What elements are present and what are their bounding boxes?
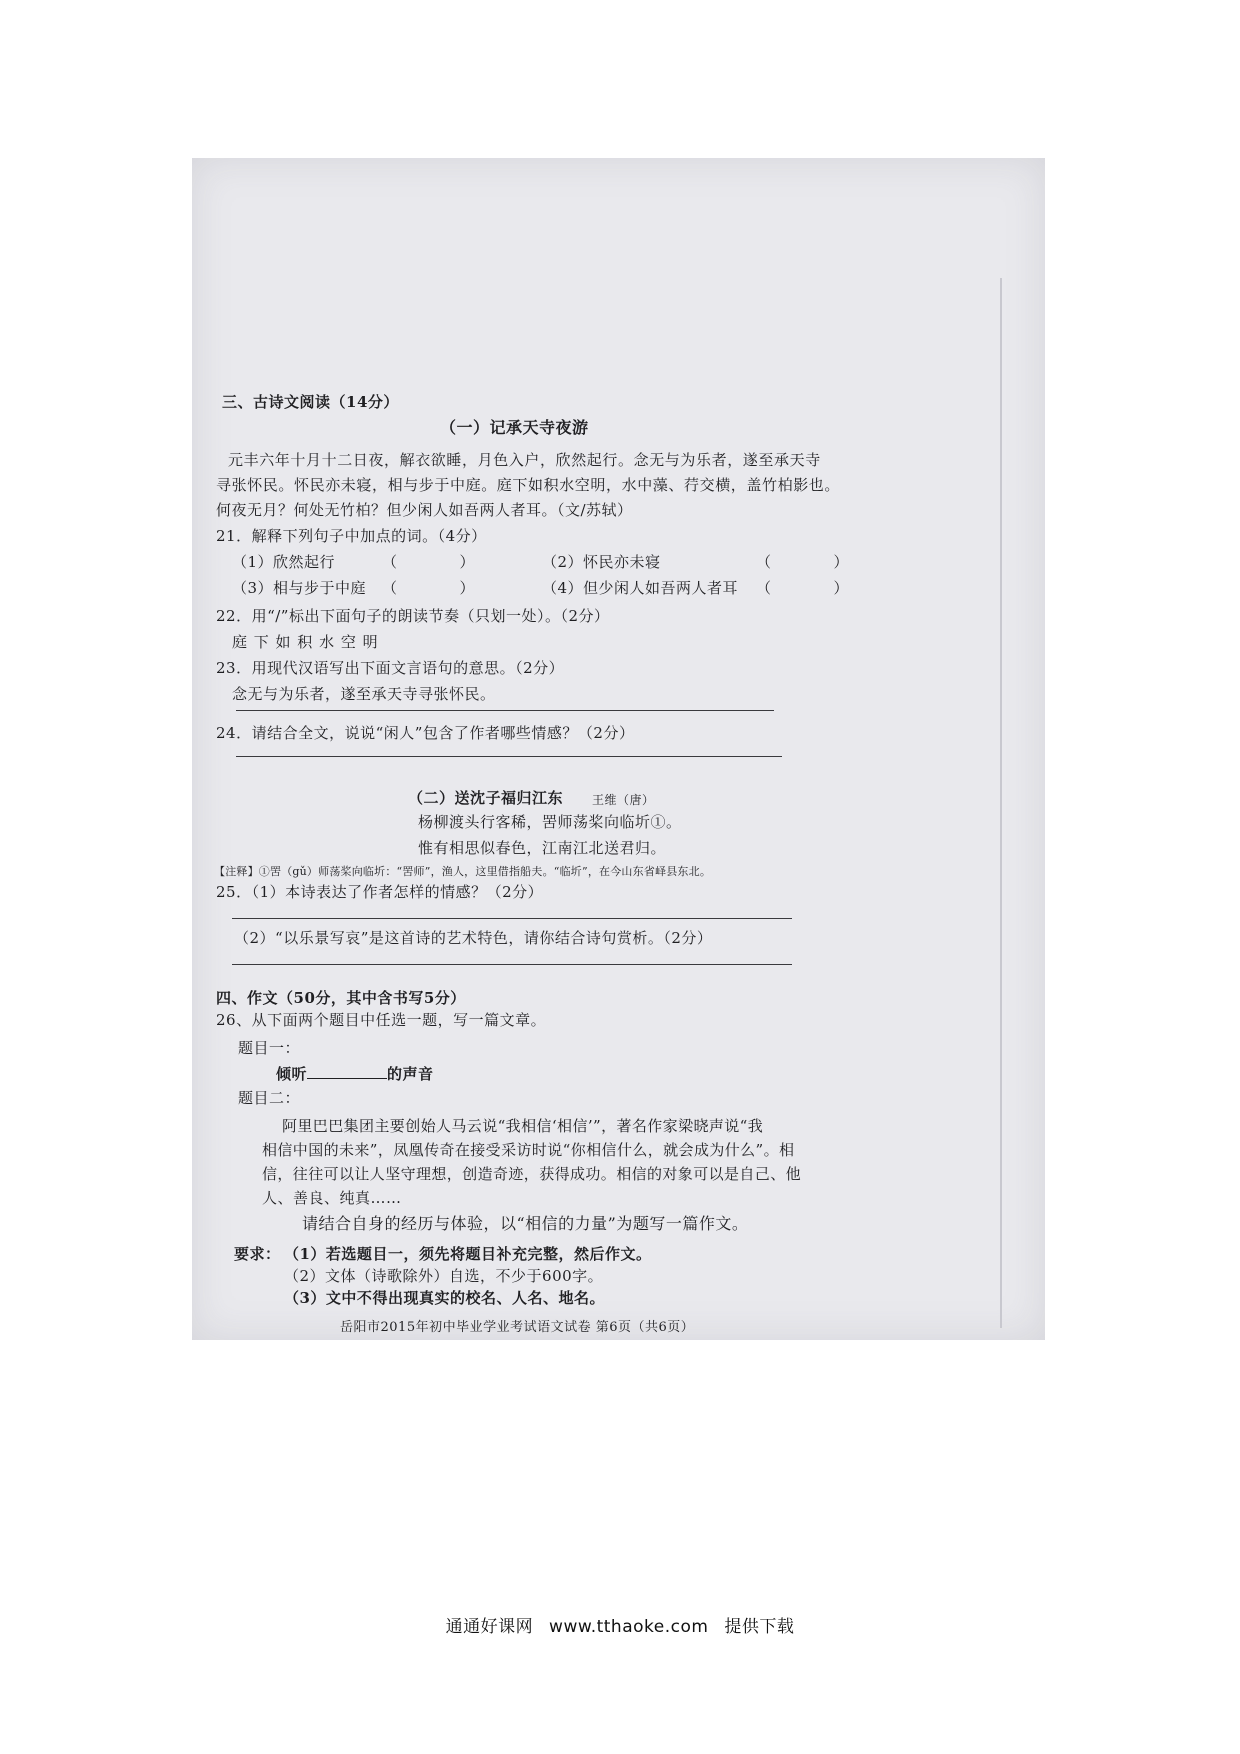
question-21-item-1-paren: （ ） <box>382 553 476 571</box>
exam-page-footer: 岳阳市2015年初中毕业学业考试语文试卷 第6页（共6页） <box>340 1320 695 1335</box>
passage-2-title: （二）送沈子福归江东 <box>408 789 564 807</box>
question-23-sentence: 念无与为乐者，遂至承天寺寻张怀民。 <box>232 685 496 703</box>
site-suffix: 提供下载 <box>724 1617 795 1637</box>
question-21-item-4-paren: （ ） <box>756 579 850 597</box>
topic-1-blank <box>307 1064 387 1079</box>
requirement-3: （3）文中不得出现真实的校名、人名、地名。 <box>284 1289 605 1307</box>
topic-1-label: 题目一： <box>238 1039 301 1057</box>
answer-line-23 <box>236 710 774 711</box>
question-25-stem-2: （2）“以乐景写哀”是这首诗的艺术特色，请你结合诗句赏析。（2分） <box>234 929 713 947</box>
topic-2-line-2: 相信中国的未来”，凤凰传奇在接受采访时说“你相信什么，就会成为什么”。相 <box>262 1141 795 1159</box>
site-name: 通通好课网 <box>445 1617 534 1637</box>
poem-note: 【注释】①罟（gǔ）师荡桨向临圻：“罟师”，渔人，这里借指船夫。“临圻”，在今山东省峄县东北。 <box>214 865 712 878</box>
requirement-1: （1）若选题目一，须先将题目补充完整，然后作文。 <box>284 1245 652 1263</box>
poem-line-2: 惟有相思似春色，江南江北送君归。 <box>418 839 667 857</box>
question-22-stem: 22．用“/”标出下面句子的朗读节奏（只划一处）。（2分） <box>216 607 610 625</box>
question-23-stem: 23．用现代汉语写出下面文言语句的意思。（2分） <box>216 659 565 677</box>
question-21-item-4: （4）但少闲人如吾两人者耳 <box>542 579 739 597</box>
topic-2-line-1: 阿里巴巴集团主要创始人马云说“我相信‘相信’”，著名作家梁晓声说“我 <box>282 1117 764 1135</box>
requirement-2: （2）文体（诗歌除外）自选，不少于600字。 <box>284 1267 604 1285</box>
passage-1-line-3: 何夜无月？何处无竹柏？但少闲人如吾两人者耳。（文/苏轼） <box>216 501 633 519</box>
requirements-label: 要求： <box>234 1245 281 1263</box>
poem-line-1: 杨柳渡头行客稀，罟师荡桨向临圻①。 <box>418 813 682 831</box>
topic-1-after: 的声音 <box>387 1065 434 1083</box>
question-21-item-2: （2）怀民亦未寝 <box>542 553 661 571</box>
question-25-stem-1: 25．（1）本诗表达了作者怎样的情感？（2分） <box>216 883 544 901</box>
passage-1-title: （一）记承天寺夜游 <box>440 418 589 437</box>
question-24-stem: 24．请结合全文，说说“闲人”包含了作者哪些情感？（2分） <box>216 724 635 742</box>
site-url[interactable]: www.tthaoke.com <box>549 1617 709 1637</box>
passage-2-author: 王维（唐） <box>592 793 655 807</box>
site-footer <box>0 1612 1240 1637</box>
answer-line-24 <box>236 756 782 757</box>
answer-line-25-2 <box>232 964 792 965</box>
question-21-item-2-paren: （ ） <box>756 553 850 571</box>
passage-1-line-2: 寻张怀民。怀民亦未寝，相与步于中庭。庭下如积水空明，水中藻、荇交横，盖竹柏影也。 <box>216 476 841 494</box>
answer-line-25-1 <box>232 918 792 919</box>
scanned-exam-sheet <box>192 158 1045 1340</box>
topic-2-label: 题目二： <box>238 1089 301 1107</box>
section-4-title: 四、作文（50分，其中含书写5分） <box>216 989 466 1007</box>
topic-2-prompt: 请结合自身的经历与体验，以“相信的力量”为题写一篇作文。 <box>302 1214 749 1233</box>
question-21-item-3-paren: （ ） <box>382 579 476 597</box>
question-21-item-3: （3）相与步于中庭 <box>232 579 367 597</box>
topic-2-line-4: 人、善良、纯真…… <box>262 1189 402 1207</box>
topic-2-line-3: 信，往往可以让人坚守理想，创造奇迹，获得成功。相信的对象可以是自己、他 <box>262 1165 802 1183</box>
question-22-sentence: 庭 下 如 积 水 空 明 <box>232 633 379 651</box>
topic-1-line <box>276 1064 434 1084</box>
topic-1-before: 倾听 <box>276 1065 308 1083</box>
section-3-title: 三、古诗文阅读（14分） <box>222 393 399 411</box>
passage-1-line-1: 元丰六年十月十二日夜，解衣欲睡，月色入户，欣然起行。念无与为乐者，遂至承天寺 <box>228 451 821 469</box>
question-26-stem: 26、从下面两个题目中任选一题，写一篇文章。 <box>216 1011 547 1029</box>
paper-edge-line <box>1000 278 1002 1328</box>
question-21-stem: 21．解释下列句子中加点的词。（4分） <box>216 527 487 545</box>
question-21-item-1: （1）欣然起行 <box>232 553 336 571</box>
